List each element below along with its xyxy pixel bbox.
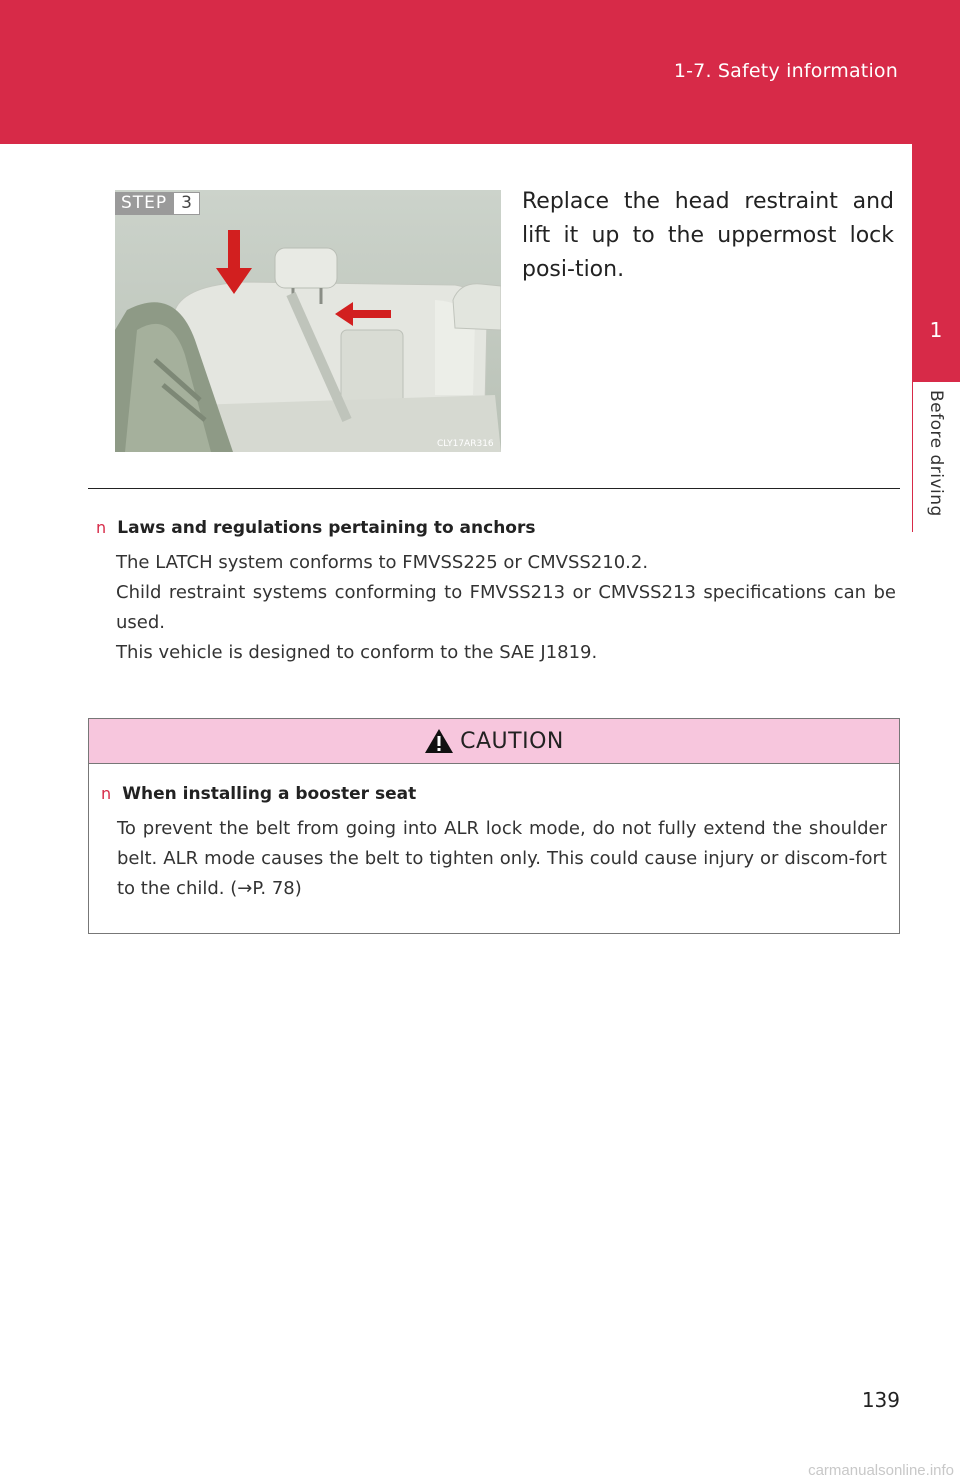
note-line: Child restraint systems conforming to FMVSS213 or CMVSS213 specifications can be used. (116, 582, 896, 633)
caution-bullet: n (101, 784, 112, 803)
section-title: 1-7. Safety information (673, 60, 898, 82)
figure-code: CLY17AR316 (437, 439, 494, 449)
chapter-tab (912, 144, 960, 382)
seat-illustration-svg (115, 190, 501, 452)
chapter-number: 1 (929, 318, 943, 342)
caution-header (89, 719, 899, 764)
watermark: carmanualsonline.info (808, 1462, 954, 1479)
caution-box (88, 718, 900, 934)
chapter-label-container (912, 382, 960, 542)
note-block (96, 518, 896, 668)
warning-triangle-icon (424, 728, 454, 754)
head-restraint-illustration (115, 190, 501, 452)
note-line: The LATCH system conforms to FMVSS225 or CMVSS210.2. (116, 552, 649, 573)
step-badge-word: STEP (115, 192, 173, 215)
caution-body: To prevent the belt from going into ALR lock mode, do not fully extend the shoulder belt. ALR mode causes the belt to tighten only. This could cause injury or discom-fort to the child. (→P. 78) (117, 818, 887, 899)
page-header (0, 0, 960, 144)
note-body (116, 548, 896, 668)
step-instruction: Replace the head restraint and lift it up to the uppermost lock posi-tion. (522, 189, 894, 282)
caution-item (89, 764, 899, 904)
note-bullet: n (96, 518, 107, 537)
step-badge-number: 3 (173, 192, 200, 215)
page-number: 139 (861, 1388, 900, 1412)
note-line: This vehicle is designed to conform to the SAE J1819. (116, 642, 598, 663)
step-badge (115, 192, 200, 215)
caution-heading: When installing a booster seat (122, 784, 417, 804)
section-divider (88, 488, 900, 489)
chapter-label: Before driving (926, 390, 946, 517)
note-heading: Laws and regulations pertaining to anchors (117, 518, 536, 538)
caution-title: CAUTION (460, 728, 564, 754)
